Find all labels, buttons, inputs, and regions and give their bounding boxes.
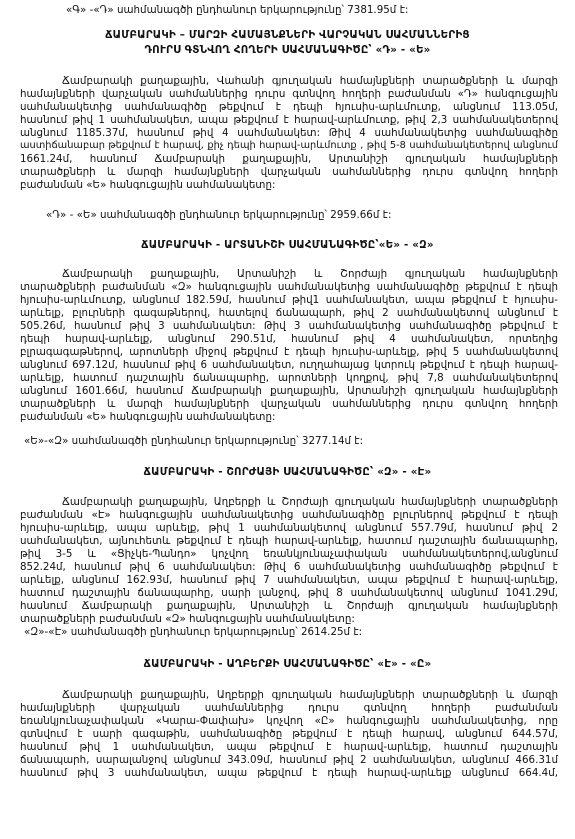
doc-line: բաժանման «Ե» հանգուցային սահմանակետը: [20, 179, 276, 191]
doc-line: «Զ»-«Է» սահմանագծի ընդհանուր երկարությունը՝ 2614.25մ է: [24, 626, 363, 638]
doc-line: արևելք, անցնում 162.93մ, հասնում թիվ 7 սահմանակետ, ապա թեքվում է հարավ-արևելք, [20, 574, 558, 586]
doc-line: հասնում Ճամբարակի քաղաքային, Արտանիշի և Շորժայի գյուղական համայնքների [20, 600, 558, 612]
doc-line: Ճամբարակի քաղաքային, Արտանիշի և Շորժայի գյուղական համայնքների [62, 268, 558, 280]
doc-line: տարածքների բաժանման «Զ» հանգուցային սահմանակետը: [20, 613, 355, 625]
doc-line: եռանկյունաչափական «Կարա-Փափախ» կոչվող «Ը» հանգուցային սահմանակետից, որը [20, 715, 558, 727]
doc-line: տարածքների և մարզի համայնքների վարչական սահմաններից դուրս գտնվող հողերի [20, 166, 558, 178]
doc-line: «Ե»-«Զ» սահմանագծի ընդհանուր երկարությունը՝ 3277.14մ է: [24, 435, 364, 447]
doc-line: Ճամբարակի քաղաքային, Աղբերքի և Շորժայի գյուղական համայնքների տարածքների [62, 496, 558, 508]
doc-line: համայնքների վարչական սահմաններից դուրս գտնվող հողերի բաժանման [20, 702, 558, 714]
doc-line: «Դ» - «Ե» սահմանագծի ընդհանուր երկարությունը՝ 2959.66մ է: [46, 209, 392, 221]
doc-line: 505.26մ, հասնում թիվ 3 սահմանակետ: Թիվ 3 սահմանակետից սահմանագիծը թեքվում է [20, 320, 558, 332]
section-heading: ՃԱՄԲԱՐԱԿԻ – ՄԱՐԶԻ ՀԱՄԱՅՆՔՆԵՐԻ ՎԱՐՉԱԿԱՆ ՍԱՀՄԱՆՆԵՐԻՑ [105, 29, 470, 41]
doc-line: արևելք, հատում դաշտային ճանապարհը, արոտների կողքով, թիվ 7,8 սահմանակետերով [20, 372, 558, 384]
doc-line: տարածքների բաժանման «Զ» հանգուցային սահմանակետից սահմանագիծը թեքվում է դեպի [20, 281, 558, 293]
doc-line: հասնում թիվ 3 սահմանակետ, ապա թեքվում է դեպի հարավ-արևելք անցնում 664.4մ, [20, 767, 558, 779]
section-heading: ԴՈՒՐՍ ԳՏՆՎՈՂ ՀՈՂԵՐԻ ՍԱՀՄԱՆԱԳԻԾԸ՝ «Դ» - «Ե» [144, 44, 431, 56]
doc-line: արևելք, բլուրների գագաթներով, հատելով ճանապարհ, թիվ 2 սահմանակետով անցնում է [20, 307, 558, 319]
doc-line: գտնվում է սարի գագաթին, սահմանագիծը թեքվում է դեպի հարավ, անցնում 644.57մ, [20, 728, 558, 740]
doc-line: 1661.24մ, հասնում Ճամբարակի քաղաքային, Արտանիշի գյուղական համայնքների [20, 153, 558, 165]
doc-line: հյուսիս-արևելք, ապա արևելք, թիվ 1 սահմանակետով անցնում 557.79մ, հասնում թիվ 2 [20, 522, 558, 534]
doc-line: հատում դաշտային ճանապարհը, սարի լանջով, թիվ 8 սահմանակետով անցնում 1041.29մ, [20, 587, 558, 599]
doc-line: ճանապարհ, սարալանջով անցնում 343.09մ, հասնում թիվ 2 սահմանակետ, անցնում 466.31մ [20, 754, 558, 766]
doc-line: «Գ» -«Դ» սահմանագծի ընդհանուր երկարությունը՝ 7381.95մ է: [66, 4, 409, 16]
doc-line: տարածքների և մարզի համայնքների վարչական սահմաններից դուրս գտնվող հողերի [20, 398, 558, 410]
section-heading: ՃԱՄԲԱՐԱԿԻ - ԱՂԲԵՐՔԻ ՍԱՀՄԱՆԱԳԻԾԸ՝ «Է» - «Ը» [143, 658, 432, 670]
doc-line: հասնում թիվ 1 սահմանակետ, ապա թեքվում է հարավ-արևմուտք, թիվ 2,3 սահմանակետերով [20, 114, 558, 126]
doc-line: Ճամբարակի քաղաքային, Աղբերքի գյուղական համայնքների տարածքների և մարզի [62, 689, 558, 701]
doc-line: անցնում 1601.66մ, հասնում Ճամբարակի քաղաքային, Արտանիշի գյուղական համայնքների [20, 385, 558, 397]
doc-line: բլրագագաթներով, արոտների միջով թեքվում է դեպի հյուսիս-արևելք, թիվ 5 սահմանակետով [20, 346, 558, 358]
doc-line: աստիճանաբար թեքվում է հարավ, քիչ դեպի հարավ-արևմուտք , թիվ 5-8 սահմանակետերով անցնում [20, 140, 558, 151]
doc-line: Ճամբարակի քաղաքային, Վահանի գյուղական համայնքների տարածքների և մարզի [62, 75, 558, 87]
doc-line: հյուսիս-արևմուտք, անցնում 182.59մ, հասնում թիվ1 սահմանակետ, ապա թեքվում է հյուսիս- [20, 294, 558, 306]
doc-line: դեպի հարավ-արևելք, անցնում 290.51մ, հասնում թիվ 4 սահմանակետ, որտեղից [20, 333, 558, 345]
doc-line: հասնում թիվ 1 սահմանակետ, ապա թեքվում է հարավ-արևելք, հատում դաշտային [20, 741, 558, 753]
section-heading: ՃԱՄԲԱՐԱԿԻ - ՇՈՐԺԱՅԻ ՍԱՀՄԱՆԱԳԻԾԸ՝ «Զ» - «Է» [143, 466, 432, 478]
doc-line: 852.24մ, հասնում թիվ 6 սահմանակետ: Թիվ 6 սահմանակետից սահմանագիծը թեքվում է [20, 561, 558, 573]
doc-line: բաժանման «Է» հանգուցային սահմանակետից սահմանագիծը բլուրներով թեքվում է դեպի [20, 509, 558, 521]
section-heading: ՃԱՄԲԱՐԱԿԻ - ԱՐՏԱՆԻՇԻ ՍԱՀՄԱՆԱԳԻԾԸ՝«Ե» - «Զ» [141, 239, 434, 251]
doc-line: անցնում 1185.37մ, հասնում թիվ 4 սահմանակետ: Թիվ 4 սահմանակետից սահմանագիծը [20, 127, 558, 139]
doc-line: սահմանակետից սահմանագիծը թեքվում է դեպի հյուսիս-արևմուտք, անցնում 113.05մ, [20, 101, 558, 113]
doc-line: սահմանակետ, այնուհետև թեքվում է դեպի հարավ-արևելք, հատում դաշտային ճանապարհը, [20, 535, 558, 547]
doc-line: թիվ 3-5 և «Ցիչկե-Պանդո» կոչվող եռանկյունաչափական սահմանակետերով,անցնում [20, 548, 558, 560]
doc-line: բաժանման «Ե» հանգուցային սահմանակետը: [20, 411, 276, 423]
doc-line: համայնքների վարչական սահմաններից դուրս գտնվող հողերի բաժանման «Դ» հանգուցային [20, 88, 558, 100]
doc-line: անցնում 697.12մ, հասնում թիվ 6 սահմանակետ, ուղղահայաց կտրուկ թեքվում է դեպի հարավ- [20, 359, 558, 371]
